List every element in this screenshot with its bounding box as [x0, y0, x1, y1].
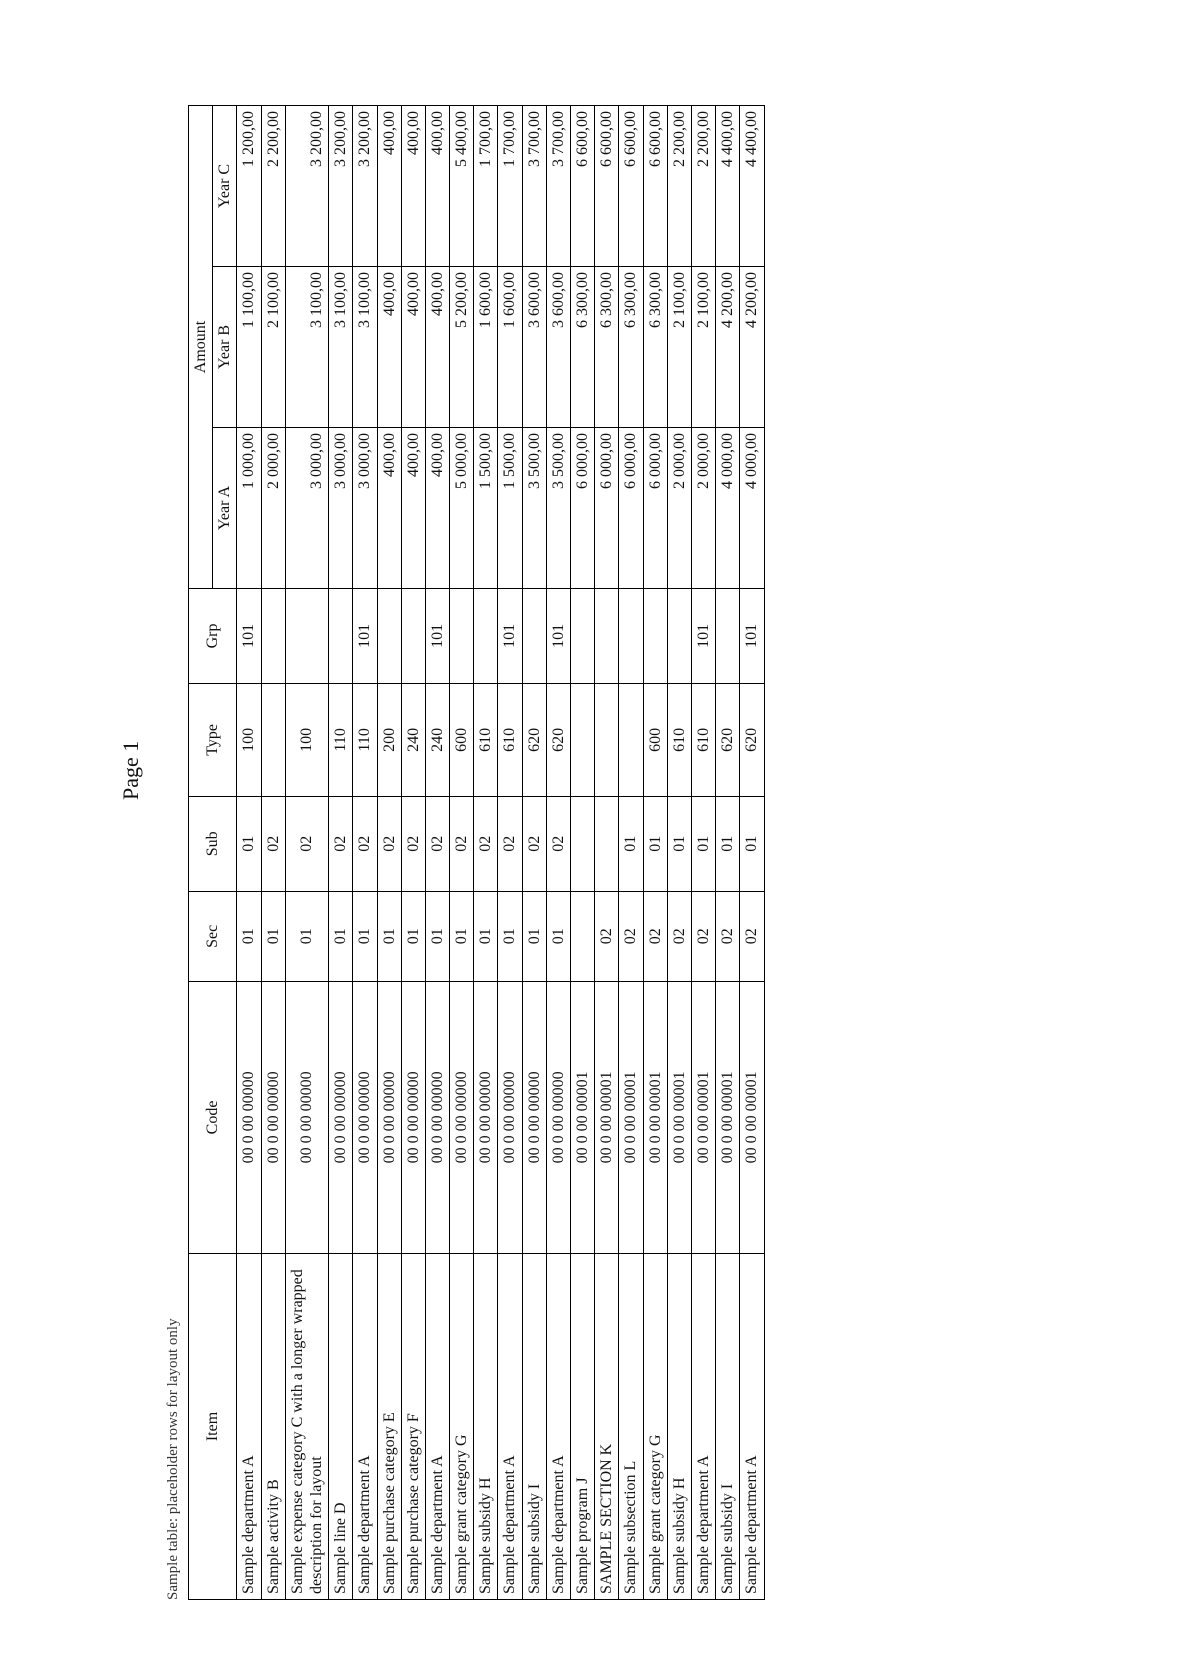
cell-group — [571, 589, 595, 684]
cell-subsection: 02 — [425, 796, 449, 891]
table-row — [450, 106, 474, 1600]
cell-year3: 2 200,00 — [691, 106, 715, 267]
cell-name: Sample department A — [237, 1254, 261, 1600]
cell-section: 02 — [595, 891, 619, 981]
cell-year3: 6 600,00 — [643, 106, 667, 267]
cell-year1: 6 000,00 — [571, 428, 595, 589]
cell-year3: 1 200,00 — [237, 106, 261, 267]
cell-code: 00 0 00 00000 — [401, 981, 425, 1253]
cell-year2: 400,00 — [401, 267, 425, 428]
table-row — [522, 106, 546, 1600]
cell-type: 600 — [643, 683, 667, 796]
cell-subsection: 02 — [546, 796, 570, 891]
cell-year3: 400,00 — [377, 106, 401, 267]
cell-year2: 3 600,00 — [546, 267, 570, 428]
cell-code: 00 0 00 00000 — [285, 981, 328, 1253]
cell-section: 01 — [474, 891, 498, 981]
table-row — [716, 106, 740, 1600]
cell-year2: 2 100,00 — [691, 267, 715, 428]
cell-year1: 4 000,00 — [740, 428, 764, 589]
cell-section: 01 — [353, 891, 377, 981]
cell-type: 610 — [474, 683, 498, 796]
cell-name: Sample grant category G — [450, 1254, 474, 1600]
cell-name: Sample purchase category F — [401, 1254, 425, 1600]
cell-section: 02 — [691, 891, 715, 981]
cell-code: 00 0 00 00001 — [667, 981, 691, 1253]
cell-type: 100 — [237, 683, 261, 796]
cell-subsection: 02 — [450, 796, 474, 891]
cell-name: Sample department A — [498, 1254, 522, 1600]
cell-code: 00 0 00 00000 — [450, 981, 474, 1253]
cell-subsection: 01 — [667, 796, 691, 891]
table-row — [619, 106, 643, 1600]
cell-section: 01 — [329, 891, 353, 981]
cell-subsection: 02 — [329, 796, 353, 891]
cell-group — [716, 589, 740, 684]
cell-year1: 3 500,00 — [522, 428, 546, 589]
cell-year1: 3 000,00 — [329, 428, 353, 589]
cell-group — [261, 589, 285, 684]
cell-year1: 4 000,00 — [716, 428, 740, 589]
cell-year3: 400,00 — [401, 106, 425, 267]
cell-group — [474, 589, 498, 684]
cell-year3: 6 600,00 — [619, 106, 643, 267]
table-row — [643, 106, 667, 1600]
cell-section: 01 — [261, 891, 285, 981]
table-row — [474, 106, 498, 1600]
cell-year1: 6 000,00 — [643, 428, 667, 589]
cell-group: 101 — [237, 589, 261, 684]
cell-group — [285, 589, 328, 684]
cell-year1: 2 000,00 — [667, 428, 691, 589]
cell-name: Sample subsidy H — [667, 1254, 691, 1600]
cell-code: 00 0 00 00000 — [329, 981, 353, 1253]
cell-section: 02 — [716, 891, 740, 981]
cell-year3: 3 200,00 — [285, 106, 328, 267]
cell-name: Sample department A — [353, 1254, 377, 1600]
cell-name: Sample department A — [691, 1254, 715, 1600]
cell-subsection: 01 — [691, 796, 715, 891]
cell-group: 101 — [691, 589, 715, 684]
cell-code: 00 0 00 00000 — [474, 981, 498, 1253]
header-year1: Year A — [213, 428, 237, 589]
cell-type: 110 — [329, 683, 353, 796]
cell-code: 00 0 00 00001 — [716, 981, 740, 1253]
cell-subsection: 02 — [377, 796, 401, 891]
cell-type — [619, 683, 643, 796]
cell-year2: 2 100,00 — [667, 267, 691, 428]
table-row — [285, 106, 328, 1600]
rotated-table-container — [165, 105, 1065, 1600]
cell-section: 01 — [450, 891, 474, 981]
cell-year2: 3 100,00 — [353, 267, 377, 428]
cell-group: 101 — [498, 589, 522, 684]
cell-section: 01 — [237, 891, 261, 981]
cell-type: 200 — [377, 683, 401, 796]
cell-code: 00 0 00 00001 — [740, 981, 764, 1253]
cell-section: 01 — [285, 891, 328, 981]
cell-type — [571, 683, 595, 796]
cell-type: 620 — [546, 683, 570, 796]
cell-section: 01 — [522, 891, 546, 981]
table-row — [353, 106, 377, 1600]
cell-year1: 6 000,00 — [619, 428, 643, 589]
table-row — [691, 106, 715, 1600]
cell-year1: 400,00 — [425, 428, 449, 589]
cell-type: 610 — [667, 683, 691, 796]
cell-year2: 1 600,00 — [498, 267, 522, 428]
cell-type: 610 — [498, 683, 522, 796]
cell-subsection: 02 — [474, 796, 498, 891]
cell-group — [329, 589, 353, 684]
cell-year2: 400,00 — [377, 267, 401, 428]
cell-year2: 6 300,00 — [571, 267, 595, 428]
cell-subsection: 01 — [237, 796, 261, 891]
cell-name: Sample grant category G — [643, 1254, 667, 1600]
cell-name: Sample purchase category E — [377, 1254, 401, 1600]
cell-section: 01 — [425, 891, 449, 981]
cell-subsection: 02 — [401, 796, 425, 891]
cell-year3: 2 200,00 — [667, 106, 691, 267]
cell-year1: 3 000,00 — [285, 428, 328, 589]
cell-year2: 6 300,00 — [619, 267, 643, 428]
cell-group — [450, 589, 474, 684]
cell-group — [667, 589, 691, 684]
cell-year2: 3 100,00 — [329, 267, 353, 428]
cell-subsection: 01 — [643, 796, 667, 891]
cell-code: 00 0 00 00000 — [546, 981, 570, 1253]
table-row — [571, 106, 595, 1600]
cell-subsection: 02 — [498, 796, 522, 891]
cell-subsection: 02 — [522, 796, 546, 891]
cell-name: Sample department A — [546, 1254, 570, 1600]
cell-year2: 3 100,00 — [285, 267, 328, 428]
header-subsection: Sub — [189, 796, 237, 891]
cell-section: 01 — [498, 891, 522, 981]
cell-year1: 3 000,00 — [353, 428, 377, 589]
cell-code: 00 0 00 00001 — [571, 981, 595, 1253]
cell-code: 00 0 00 00001 — [643, 981, 667, 1253]
cell-year2: 6 300,00 — [595, 267, 619, 428]
cell-subsection — [595, 796, 619, 891]
cell-year3: 4 400,00 — [740, 106, 764, 267]
cell-year1: 3 500,00 — [546, 428, 570, 589]
cell-year2: 400,00 — [425, 267, 449, 428]
page-number: Page 1 — [118, 740, 143, 800]
cell-group — [522, 589, 546, 684]
cell-year2: 3 600,00 — [522, 267, 546, 428]
budget-table — [188, 105, 765, 1600]
cell-name: SAMPLE SECTION K — [595, 1254, 619, 1600]
cell-code: 00 0 00 00000 — [377, 981, 401, 1253]
cell-section: 01 — [377, 891, 401, 981]
cell-code: 00 0 00 00000 — [522, 981, 546, 1253]
cell-subsection: 01 — [619, 796, 643, 891]
cell-year1: 2 000,00 — [261, 428, 285, 589]
cell-section — [571, 891, 595, 981]
header-year3: Year C — [213, 106, 237, 267]
cell-group — [377, 589, 401, 684]
table-row — [401, 106, 425, 1600]
cell-group — [401, 589, 425, 684]
cell-name: Sample subsidy I — [522, 1254, 546, 1600]
header-section: Sec — [189, 891, 237, 981]
cell-type: 620 — [716, 683, 740, 796]
cell-subsection: 02 — [353, 796, 377, 891]
cell-name: Sample subsidy I — [716, 1254, 740, 1600]
cell-type: 620 — [740, 683, 764, 796]
cell-name: Sample activity B — [261, 1254, 285, 1600]
cell-subsection: 01 — [740, 796, 764, 891]
cell-year1: 400,00 — [401, 428, 425, 589]
cell-year1: 5 000,00 — [450, 428, 474, 589]
cell-group — [619, 589, 643, 684]
cell-code: 00 0 00 00000 — [261, 981, 285, 1253]
cell-type — [595, 683, 619, 796]
cell-year1: 2 000,00 — [691, 428, 715, 589]
cell-year2: 1 600,00 — [474, 267, 498, 428]
header-code: Code — [189, 981, 237, 1253]
cell-group: 101 — [546, 589, 570, 684]
cell-code: 00 0 00 00000 — [353, 981, 377, 1253]
cell-code: 00 0 00 00001 — [691, 981, 715, 1253]
table-row — [667, 106, 691, 1600]
cell-year3: 1 700,00 — [498, 106, 522, 267]
cell-type — [261, 683, 285, 796]
cell-year3: 5 400,00 — [450, 106, 474, 267]
cell-subsection: 02 — [285, 796, 328, 891]
cell-code: 00 0 00 00001 — [595, 981, 619, 1253]
cell-year3: 4 400,00 — [716, 106, 740, 267]
cell-year1: 400,00 — [377, 428, 401, 589]
cell-year1: 1 500,00 — [498, 428, 522, 589]
cell-subsection: 01 — [716, 796, 740, 891]
cell-name: Sample expense category C with a longer wrapped description for layout — [285, 1254, 328, 1600]
cell-year3: 3 700,00 — [546, 106, 570, 267]
cell-year2: 2 100,00 — [261, 267, 285, 428]
cell-group — [595, 589, 619, 684]
header-amount: Amount — [189, 106, 213, 589]
cell-year3: 400,00 — [425, 106, 449, 267]
cell-section: 02 — [643, 891, 667, 981]
cell-type: 240 — [401, 683, 425, 796]
table-body — [237, 106, 764, 1600]
cell-type: 620 — [522, 683, 546, 796]
cell-year3: 3 200,00 — [353, 106, 377, 267]
table-row — [740, 106, 764, 1600]
header-group: Grp — [189, 589, 237, 684]
cell-group: 101 — [740, 589, 764, 684]
cell-year3: 3 200,00 — [329, 106, 353, 267]
cell-section: 02 — [667, 891, 691, 981]
table-row — [425, 106, 449, 1600]
table-caption: Sample table: placeholder rows for layout only — [165, 1318, 181, 1600]
table-row — [329, 106, 353, 1600]
cell-type: 100 — [285, 683, 328, 796]
cell-section: 01 — [401, 891, 425, 981]
cell-year1: 6 000,00 — [595, 428, 619, 589]
cell-group — [643, 589, 667, 684]
cell-name: Sample subsection L — [619, 1254, 643, 1600]
cell-year3: 3 700,00 — [522, 106, 546, 267]
table-row — [595, 106, 619, 1600]
table-row — [261, 106, 285, 1600]
header-name: Item — [189, 1254, 237, 1600]
table-row — [237, 106, 261, 1600]
cell-name: Sample subsidy H — [474, 1254, 498, 1600]
cell-year3: 6 600,00 — [571, 106, 595, 267]
cell-name: Sample department A — [425, 1254, 449, 1600]
cell-year3: 6 600,00 — [595, 106, 619, 267]
table-row — [377, 106, 401, 1600]
cell-year2: 4 200,00 — [716, 267, 740, 428]
cell-section: 01 — [546, 891, 570, 981]
cell-code: 00 0 00 00000 — [498, 981, 522, 1253]
cell-code: 00 0 00 00001 — [619, 981, 643, 1253]
cell-year2: 5 200,00 — [450, 267, 474, 428]
cell-type: 600 — [450, 683, 474, 796]
cell-year1: 1 500,00 — [474, 428, 498, 589]
cell-subsection: 02 — [261, 796, 285, 891]
cell-group: 101 — [353, 589, 377, 684]
cell-year2: 4 200,00 — [740, 267, 764, 428]
cell-year3: 2 200,00 — [261, 106, 285, 267]
cell-code: 00 0 00 00000 — [237, 981, 261, 1253]
cell-section: 02 — [619, 891, 643, 981]
cell-code: 00 0 00 00000 — [425, 981, 449, 1253]
cell-type: 240 — [425, 683, 449, 796]
cell-year2: 1 100,00 — [237, 267, 261, 428]
cell-name: Sample program J — [571, 1254, 595, 1600]
cell-type: 610 — [691, 683, 715, 796]
cell-year2: 6 300,00 — [643, 267, 667, 428]
cell-subsection — [571, 796, 595, 891]
header-type: Type — [189, 683, 237, 796]
cell-name: Sample line D — [329, 1254, 353, 1600]
cell-year1: 1 000,00 — [237, 428, 261, 589]
cell-name: Sample department A — [740, 1254, 764, 1600]
cell-year3: 1 700,00 — [474, 106, 498, 267]
cell-group: 101 — [425, 589, 449, 684]
header-year2: Year B — [213, 267, 237, 428]
table-row — [546, 106, 570, 1600]
cell-section: 02 — [740, 891, 764, 981]
cell-type: 110 — [353, 683, 377, 796]
table-row — [498, 106, 522, 1600]
